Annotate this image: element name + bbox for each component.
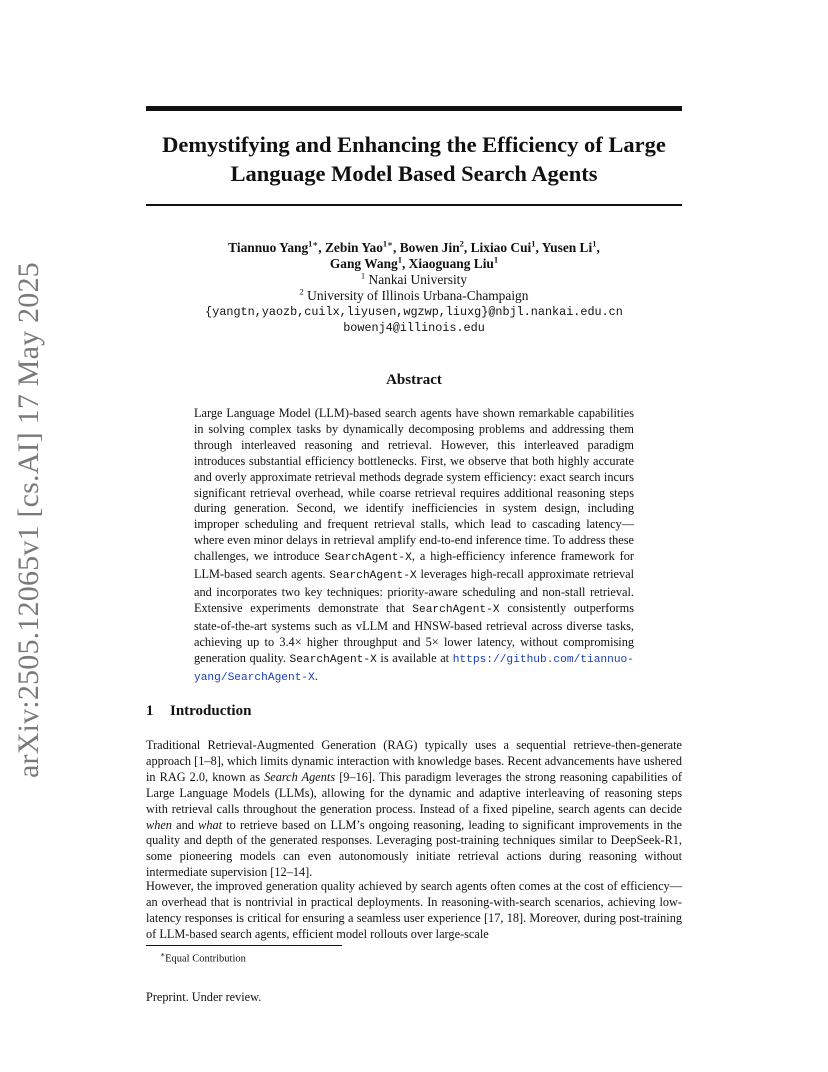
author-affiliation-mark: 1	[493, 254, 499, 265]
section-title: Introduction	[170, 703, 252, 719]
author-name: Yusen Li	[541, 240, 593, 255]
system-name-code: SearchAgent-X	[412, 603, 500, 616]
intro-paragraph-2: However, the improved generation quality achieved by search agents often comes at the cost of efficiency—an overhead that is nontrivial in practical deployments. In reasoning-with-search scenarios, achieving low-latency responses is critical for ensuring a seamless user experience [17, 18]. Moreover, during post-training of LLM-based search agents, efficient model rollouts over large-scale	[146, 879, 682, 941]
author-email-nankai[interactable]: {yangtn,yaozb,cuilx,liyusen,wgzwp,liuxg}@nbjl.nankai.edu.cn	[205, 305, 623, 319]
author-affiliation-mark: 2	[459, 238, 464, 249]
affiliation-2: $^2$ University of Illinois Urbana-Champaign	[299, 286, 529, 303]
author-affiliation-mark: 1∗	[308, 238, 319, 249]
author-name: Gang Wang	[329, 256, 398, 271]
section-heading-introduction	[146, 703, 251, 720]
title-line-1: Demystifying and Enhancing the Efficiency of Large	[162, 132, 666, 157]
title-top-rule	[146, 106, 682, 111]
author-affiliation-mark: 1	[531, 238, 536, 249]
intro-paragraph-1: Traditional Retrieval-Augmented Generation (RAG) typically uses a sequential retrieve-then-generate approach [1–8], which limits dynamic interaction with knowledge bases. Recent advancements have ushered in RAG 2.0, known as Search Agents [9–16]. This paradigm leverages the strong reasoning capabilities of Large Language Models (LLMs), allowing for the dynamic and adaptive interleaving of reasoning steps with retrieval calls throughout the generation process. Instead of a fixed pipeline, search agents can decide when and what to retrieve based on LLM’s ongoing reasoning, leading to significant improvements in the quality and depth of the generated responses. Leveraging post-training techniques similar to DeepSeek-R1, some pioneering models can even autonomously initiate retrieval actions during reasoning without intermediate supervision [12–14].	[146, 738, 682, 880]
abstract-heading: Abstract	[386, 372, 442, 388]
author-affiliation-mark: 1	[592, 238, 597, 249]
author-name: Tiannuo Yang	[228, 240, 309, 255]
title-bottom-rule	[146, 204, 682, 206]
author-name: Bowen Jin	[399, 240, 460, 255]
affiliation-1: $^1$ Nankai University	[360, 270, 468, 287]
system-name-code: SearchAgent-X	[329, 570, 417, 583]
title-line-2: Language Model Based Search Agents	[230, 161, 598, 186]
footnote-rule	[146, 945, 342, 946]
abstract-body: Large Language Model (LLM)-based search agents have shown remarkable capabilities in solving complex tasks by dynamically decomposing problems and addressing them through interleaved reasoning and retrieval. However, this interleaved paradigm introduces substantial efficiency bottlenecks. First, we observe that both highly accurate and overly approximate retrieval methods degrade system efficiency: exact search incurs significant retrieval overhead, while coarse retrieval requires additional reasoning steps during generation. Second, we identify inefficiencies in system design, including improper scheduling and frequent retrieval stalls, which lead to cascading latency—where even minor delays in retrieval amplify end-to-end inference time. To address these challenges, we introduce SearchAgent-X, a high-efficiency inference framework for LLM-based search agents. SearchAgent-X leverages high-recall approximate retrieval and incorporates two key techniques: priority-aware scheduling and non-stall retrieval. Extensive experiments demonstrate that SearchAgent-X consistently outperforms state-of-the-art systems such as vLLM and HNSW-based retrieval across diverse tasks, achieving up to 3.4× higher throughput and 5× lower latency, without compromising generation quality. SearchAgent-X is available at https://github.com/tiannuo-yang/SearchAgent-X.	[194, 406, 635, 684]
footnote: ∗Equal Contribution	[160, 950, 246, 965]
author-name: Xiaoguang Liu	[408, 256, 494, 271]
arxiv-identifier: arXiv:2505.12065v1 [cs.AI] 17 May 2025	[12, 262, 45, 778]
author-affiliation-mark: 1∗	[382, 238, 394, 249]
system-name-code: SearchAgent-X	[289, 653, 377, 666]
system-name-code: SearchAgent-X	[324, 552, 412, 565]
author-affiliation-mark: 1	[397, 254, 402, 265]
preprint-note: Preprint. Under review.	[146, 990, 262, 1004]
author-email-illinois[interactable]: bowenj4@illinois.edu	[343, 321, 485, 335]
author-name: Zebin Yao	[325, 240, 383, 255]
author-names: Tiannuo Yang$^{1∗}$, Zebin Yao$^{1∗}$, Bowen Jin$^2$, Lixiao Cui$^1$, Yusen Li$^1$, Gang Wang$^1$, Xiaoguang Liu$^1$	[228, 238, 600, 271]
section-number: 1	[146, 703, 154, 719]
author-name: Lixiao Cui	[470, 240, 532, 255]
author-block	[146, 240, 682, 336]
github-repo-link[interactable]: https://github.com/tiannuo-yang/SearchAgent-X	[194, 653, 634, 684]
paper-title	[146, 130, 682, 188]
